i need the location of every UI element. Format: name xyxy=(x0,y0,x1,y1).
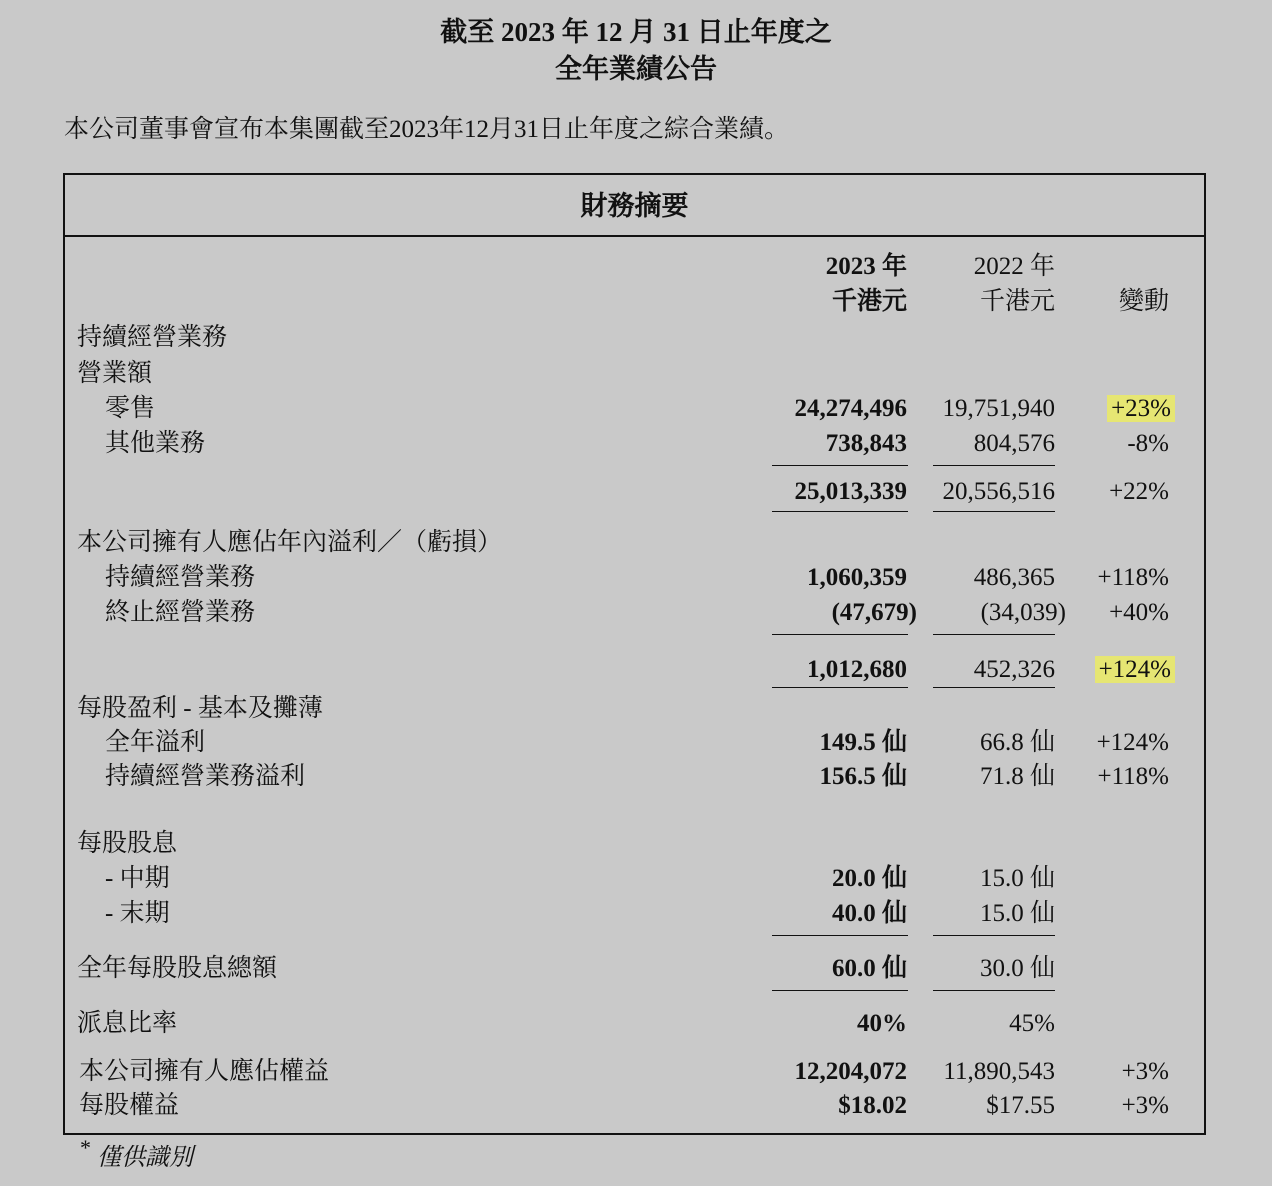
col-2022-year: 2022 年 xyxy=(973,253,1055,280)
row-other-label: 其他業務 xyxy=(105,430,206,457)
row-disc-ops-2023: (47,679) xyxy=(831,599,917,626)
row-retail-2022: 19,751,940 xyxy=(942,395,1055,422)
row-equity-ps-change: +3% xyxy=(1121,1092,1169,1119)
row-equity-2023: 12,204,072 xyxy=(794,1058,907,1085)
financial-summary-title: 財務摘要 xyxy=(65,175,1204,237)
row-equity-ps-2022: $17.55 xyxy=(986,1092,1055,1119)
col-2023-unit: 千港元 xyxy=(831,288,907,315)
underline xyxy=(772,465,908,466)
row-equity-ps-label: 每股權益 xyxy=(79,1092,180,1119)
row-payout-label: 派息比率 xyxy=(77,1010,178,1037)
row-eps-cont-label: 持續經營業務溢利 xyxy=(105,763,306,790)
row-dps-interim-2022: 15.0 仙 xyxy=(979,865,1055,892)
row-disc-ops-2022: (34,039) xyxy=(980,599,1066,626)
section-eps: 每股盈利 - 基本及攤薄 xyxy=(77,695,323,722)
intro-paragraph: 本公司董事會宣布本集團截至2023年12月31日止年度之綜合業績。 xyxy=(64,116,790,143)
row-disc-ops-change: +40% xyxy=(1109,599,1169,626)
col-2022-unit: 千港元 xyxy=(979,288,1055,315)
row-retail-label: 零售 xyxy=(105,395,156,422)
underline xyxy=(933,935,1055,936)
row-dps-final-2023: 40.0 仙 xyxy=(831,900,907,927)
row-dps-final-label: - 末期 xyxy=(105,900,170,927)
underline xyxy=(772,511,908,512)
row-profit-total-change: +124% xyxy=(1095,656,1175,683)
footnote-mark: * xyxy=(80,1135,91,1160)
row-equity-change: +3% xyxy=(1121,1058,1169,1085)
announcement-title-line2: 全年業績公告 xyxy=(555,54,717,84)
col-change: 變動 xyxy=(1118,288,1169,315)
underline xyxy=(772,990,908,991)
footnote xyxy=(80,1135,193,1178)
announcement-title-line1: 截至 2023 年 12 月 31 日止年度之 xyxy=(440,17,832,47)
underline xyxy=(772,687,908,688)
row-dps-total-2023: 60.0 仙 xyxy=(831,955,907,982)
row-other-change: -8% xyxy=(1127,430,1169,457)
row-dps-final-2022: 15.0 仙 xyxy=(979,900,1055,927)
underline xyxy=(933,465,1055,466)
row-payout-2022: 45% xyxy=(1009,1010,1055,1037)
row-profit-total-2023: 1,012,680 xyxy=(807,656,907,683)
row-dps-interim-label: - 中期 xyxy=(105,865,170,892)
underline xyxy=(772,935,908,936)
row-retail-change: +23% xyxy=(1107,395,1175,422)
row-eps-full-label: 全年溢利 xyxy=(105,729,206,756)
section-profit: 本公司擁有人應佔年內溢利／（虧損） xyxy=(77,529,503,556)
row-disc-ops-label: 終止經營業務 xyxy=(105,599,256,626)
row-equity-label: 本公司擁有人應佔權益 xyxy=(79,1058,330,1085)
row-dps-total-label: 全年每股股息總額 xyxy=(77,955,278,982)
row-revenue-total-2022: 20,556,516 xyxy=(942,478,1055,505)
row-profit-total-2022: 452,326 xyxy=(973,656,1055,683)
underline xyxy=(933,634,1055,635)
row-eps-cont-2023: 156.5 仙 xyxy=(819,763,907,790)
row-eps-cont-2022: 71.8 仙 xyxy=(979,763,1055,790)
underline xyxy=(933,990,1055,991)
row-other-2022: 804,576 xyxy=(973,430,1055,457)
row-cont-ops-2022: 486,365 xyxy=(973,564,1055,591)
row-equity-ps-2023: $18.02 xyxy=(838,1092,907,1119)
row-dps-interim-2023: 20.0 仙 xyxy=(831,865,907,892)
row-cont-ops-2023: 1,060,359 xyxy=(807,564,907,591)
row-other-2023: 738,843 xyxy=(825,430,907,457)
col-2023-year: 2023 年 xyxy=(825,253,907,280)
row-retail-2023: 24,274,496 xyxy=(794,395,907,422)
underline xyxy=(772,634,908,635)
row-revenue-total-change: +22% xyxy=(1109,478,1169,505)
financial-summary-box xyxy=(63,173,1206,1135)
footnote-text: 僅供識別 xyxy=(97,1145,193,1171)
row-equity-2022: 11,890,543 xyxy=(943,1058,1055,1085)
row-dps-total-2022: 30.0 仙 xyxy=(979,955,1055,982)
row-eps-full-2023: 149.5 仙 xyxy=(819,729,907,756)
row-cont-ops-change: +118% xyxy=(1097,564,1169,591)
row-eps-full-2022: 66.8 仙 xyxy=(979,729,1055,756)
underline xyxy=(933,511,1055,512)
section-revenue: 營業額 xyxy=(77,360,153,387)
underline xyxy=(933,687,1055,688)
section-dps: 每股股息 xyxy=(77,830,178,857)
row-eps-cont-change: +118% xyxy=(1097,763,1169,790)
row-eps-full-change: +124% xyxy=(1096,729,1169,756)
row-revenue-total-2023: 25,013,339 xyxy=(794,478,907,505)
row-payout-2023: 40% xyxy=(857,1010,907,1037)
row-cont-ops-label: 持續經營業務 xyxy=(105,564,256,591)
section-continuing-ops: 持續經營業務 xyxy=(77,324,228,351)
